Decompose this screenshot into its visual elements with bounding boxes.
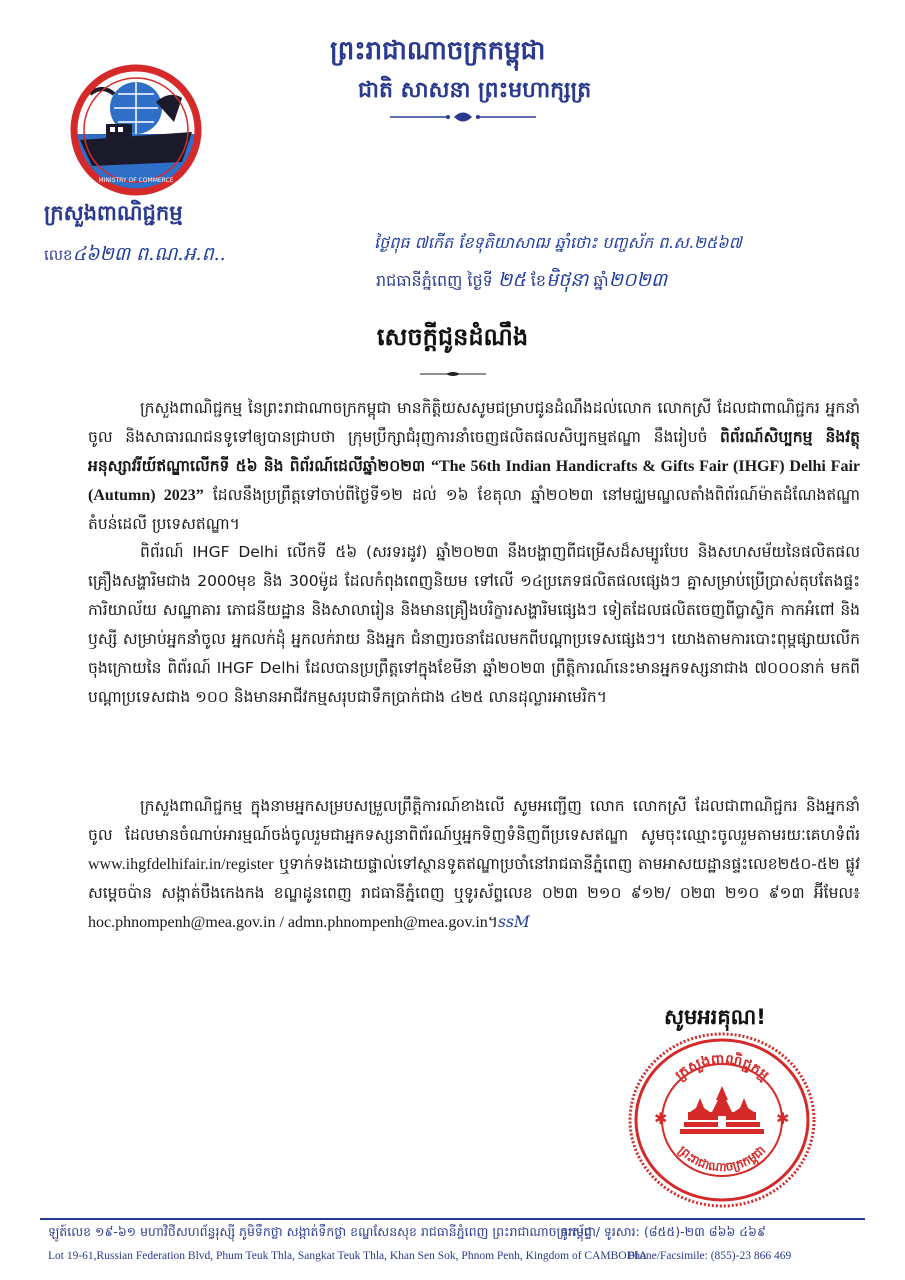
p1-intro: ក្រសួងពាណិជ្ជកម្ម នៃព្រះរាជាណាចក្រកម្ពុជា មានកិត្តិយសសូមជម្រាបជូនដំណឹងដល់លោក លោកស្រី ដែលជាពាណិជ្ជករ អ្នកនាំចូល និងសាធារណជនទូទៅឲ្យបានជ្រាបថា ក្រុមប្រឹក្សាជំរុញការនាំចេញផលិតផលសិប្បកម្មឥណ្ឌា នឹងរៀបចំ xyxy=(88,399,860,446)
seal-bottom-text: ព្រះរាជាណាចក្រកម្ពុជា xyxy=(675,1142,769,1175)
p2-text: ពិព័រណ៍ IHGF Delhi លើកទី ៥៦ (សរទរដូវ) ឆ្នាំ២០២៣ នឹងបង្ហាញពីជម្រើសដ៏សម្បូរបែប និងសហសម័យនៃផលិតផលគ្រឿងសង្ហារិមជាង 2000មុខ និង 300ម៉ូដ ដែលកំពុងពេញនិយម ទៅលើ ១៤ប្រភេទផលិតផលផ្សេងៗ គ្នាសម្រាប់ប្រើប្រាស់តុបតែងផ្ទះ ការិយាល័យ សណ្ឋាគារ ភោជនីយដ្ឋាន និងសាលារៀន និងមានគ្រឿងបរិក្ខារសង្ហារិមផ្សេងៗ ទៀតដែលផលិតចេញពីប្លាស្ទិក កាកអំពៅ និងឫស្សី សម្រាប់អ្នកនាំចូល អ្នកលក់ដុំ អ្នកលក់រាយ និងអ្នក ជំនាញរចនាដែលមកពីបណ្តាប្រទេសផ្សេងៗ។ យោងតាមការបោះពុម្ពផ្សាយលើកចុងក្រោយនៃ ពិព័រណ៍ IHGF Delhi ដែលបានប្រព្រឹត្តទៅក្នុងខែមីនា ឆ្នាំ២០២៣ ព្រឹត្តិការណ៍នេះមានអ្នកទស្សនាជាង ៧០០០នាក់ មកពីបណ្តាប្រទេសជាង ១០០ និងមានអាជីវកម្មសរុបជាទឹកប្រាក់ជាង ៤២៥ លានដុល្លារអាមេរិក។ xyxy=(88,543,860,706)
date-year: ២០២៣ xyxy=(608,269,668,291)
footer-address-english: Lot 19-61,Russian Federation Blvd, Phum Teuk Thla, Sangkat Teuk Thla, Khan Sen Sok, Phnom Penh, Kingdom of CAMBODIA xyxy=(48,1250,648,1262)
closing-thanks: សូមអរគុណ! xyxy=(664,1005,766,1029)
date-month-label: ខែ xyxy=(530,271,547,290)
svg-text:ក្រសួងពាណិជ្ជកម្ម xyxy=(673,1050,772,1084)
official-seal xyxy=(624,1028,820,1212)
paragraph-1 xyxy=(88,394,860,539)
svg-text:ព្រះរាជាណាចក្រកម្ពុជា xyxy=(675,1143,768,1175)
solar-date xyxy=(376,268,667,296)
footer-address-khmer: ឡូត៍លេខ ១៩-៦១ មហាវិថីសហព័ន្ធរុស្ស៊ី ភូមិទឹកថ្លា សង្កាត់ទឹកថ្លា ខណ្ឌសែនសុខ រាជធានីភ្នំពេញ ព្រះរាជាណាចក្រកម្ពុជា xyxy=(48,1224,596,1239)
ministry-name: ក្រសួងពាណិជ្ជកម្ម xyxy=(44,201,183,225)
seal-star-right: ✱ xyxy=(776,1109,790,1128)
reference-value: ៤៦២៣ ព.ណ.អ.ព.. xyxy=(72,243,226,265)
document-title: សេចក្តីជូនដំណឹង xyxy=(376,323,529,351)
footer-divider xyxy=(40,1218,865,1220)
seal-top-text: ក្រសួងពាណិជ្ជកម្ម xyxy=(672,1051,772,1084)
angkor-emblem xyxy=(680,1086,764,1134)
date-city: រាជធានីភ្នំពេញ ថ្ងៃទី xyxy=(376,271,493,290)
date-year-label: ឆ្នាំ xyxy=(593,271,609,290)
handwritten-initials: ssM xyxy=(497,913,530,931)
p1-event-name: ពិព័រណ៍សិប្បកម្ម និងវត្ថុអនុស្សាវរីយ៍ឥណ្ឌាលើកទី ៥៦ និង ពិព័រណ៍ដេលីឆ្នាំ២០២៣ xyxy=(88,428,860,475)
kingdom-heading: ព្រះរាជាណាចក្រកម្ពុជា xyxy=(330,36,546,66)
seal-star-left: ✱ xyxy=(654,1109,668,1128)
paragraph-2 xyxy=(88,538,860,712)
logo-caption: MINISTRY OF COMMERCE xyxy=(98,177,174,184)
footer-phone-khmer: ទូរស័ព្ទ / ទូរសារ: (៨៥៥)-២៣ ៨៦៦ ៤៦៩ xyxy=(560,1224,766,1239)
p3-end: ។ xyxy=(487,913,498,931)
title-ornament xyxy=(420,370,486,378)
date-month: មិថុនា xyxy=(546,269,589,291)
registration-link[interactable]: www.ihgfdelhifair.in/register xyxy=(88,856,274,873)
date-day: ២៥ xyxy=(497,269,526,291)
reference-number xyxy=(44,242,226,270)
paragraph-3 xyxy=(88,792,860,937)
p3-invite: ក្រសួងពាណិជ្ជកម្ម ក្នុងនាមអ្នកសម្របសម្រួលព្រឹត្តិការណ៍ខាងលើ សូមអញ្ជើញ លោក លោកស្រី ដែលជាពាណិជ្ជករ និងអ្នកនាំចូល ដែលមានចំណាប់អារម្មណ៍ចង់ចូលរួមជាអ្នកទស្សនាពិព័រណ៍ឬអ្នកទិញទំនិញពីប្រទេសឥណ្ឌា សូមចុះឈ្មោះចូលរួមតាមរយៈគេហទំព័រ xyxy=(88,797,860,844)
national-motto: ជាតិ សាសនា ព្រះមហាក្សត្រ xyxy=(358,78,592,103)
lunar-date: ថ្ងៃពុធ ៧កើត ខែទុតិយាសាឍ ឆ្នាំថោះ បញ្ចស័ក ព.ស.២៥៦៧ xyxy=(374,233,742,252)
p3-contact: ឬទាក់ទងដោយផ្ទាល់ទៅស្ថានទូតឥណ្ឌាប្រចាំនៅរាជធានីភ្នំពេញ តាមអាសយដ្ឋានផ្ទះលេខ២៥០-៥២ ផ្លូវសម្តេចប៉ាន សង្កាត់បឹងកេងកង ខណ្ឌដូនពេញ រាជធានីភ្នំពេញ ឬទូរស័ព្ទលេខ ០២៣ ២១០ ៩១២/ ០២៣ ២១០ ៩១៣ អ៊ីមែល៖ xyxy=(88,855,860,902)
footer-phone-english: Phone/Facsimile: (855)-23 866 469 xyxy=(628,1250,792,1262)
ministry-logo xyxy=(70,64,202,196)
contact-email[interactable]: hoc.phnompenh@mea.gov.in / admn.phnompenh@mea.gov.in xyxy=(88,914,488,931)
reference-label: លេខ xyxy=(44,246,73,264)
p1-event-english: “The 56th Indian Handicrafts & Gifts Fair (IHGF) Delhi Fair (Autumn) 2023” xyxy=(88,458,861,504)
p1-dates: ដែលនឹងប្រព្រឹត្តទៅចាប់ពីថ្ងៃទី១២ ដល់ ១៦ ខែតុលា ឆ្នាំ២០២៣ នៅមជ្ឈមណ្ឌលតាំងពិព័រណ៍ម៉ាតដំណែងឥណ្ឌា តំបន់ដេលី ប្រទេសឥណ្ឌា។ xyxy=(88,486,861,533)
header-ornament xyxy=(388,108,538,126)
